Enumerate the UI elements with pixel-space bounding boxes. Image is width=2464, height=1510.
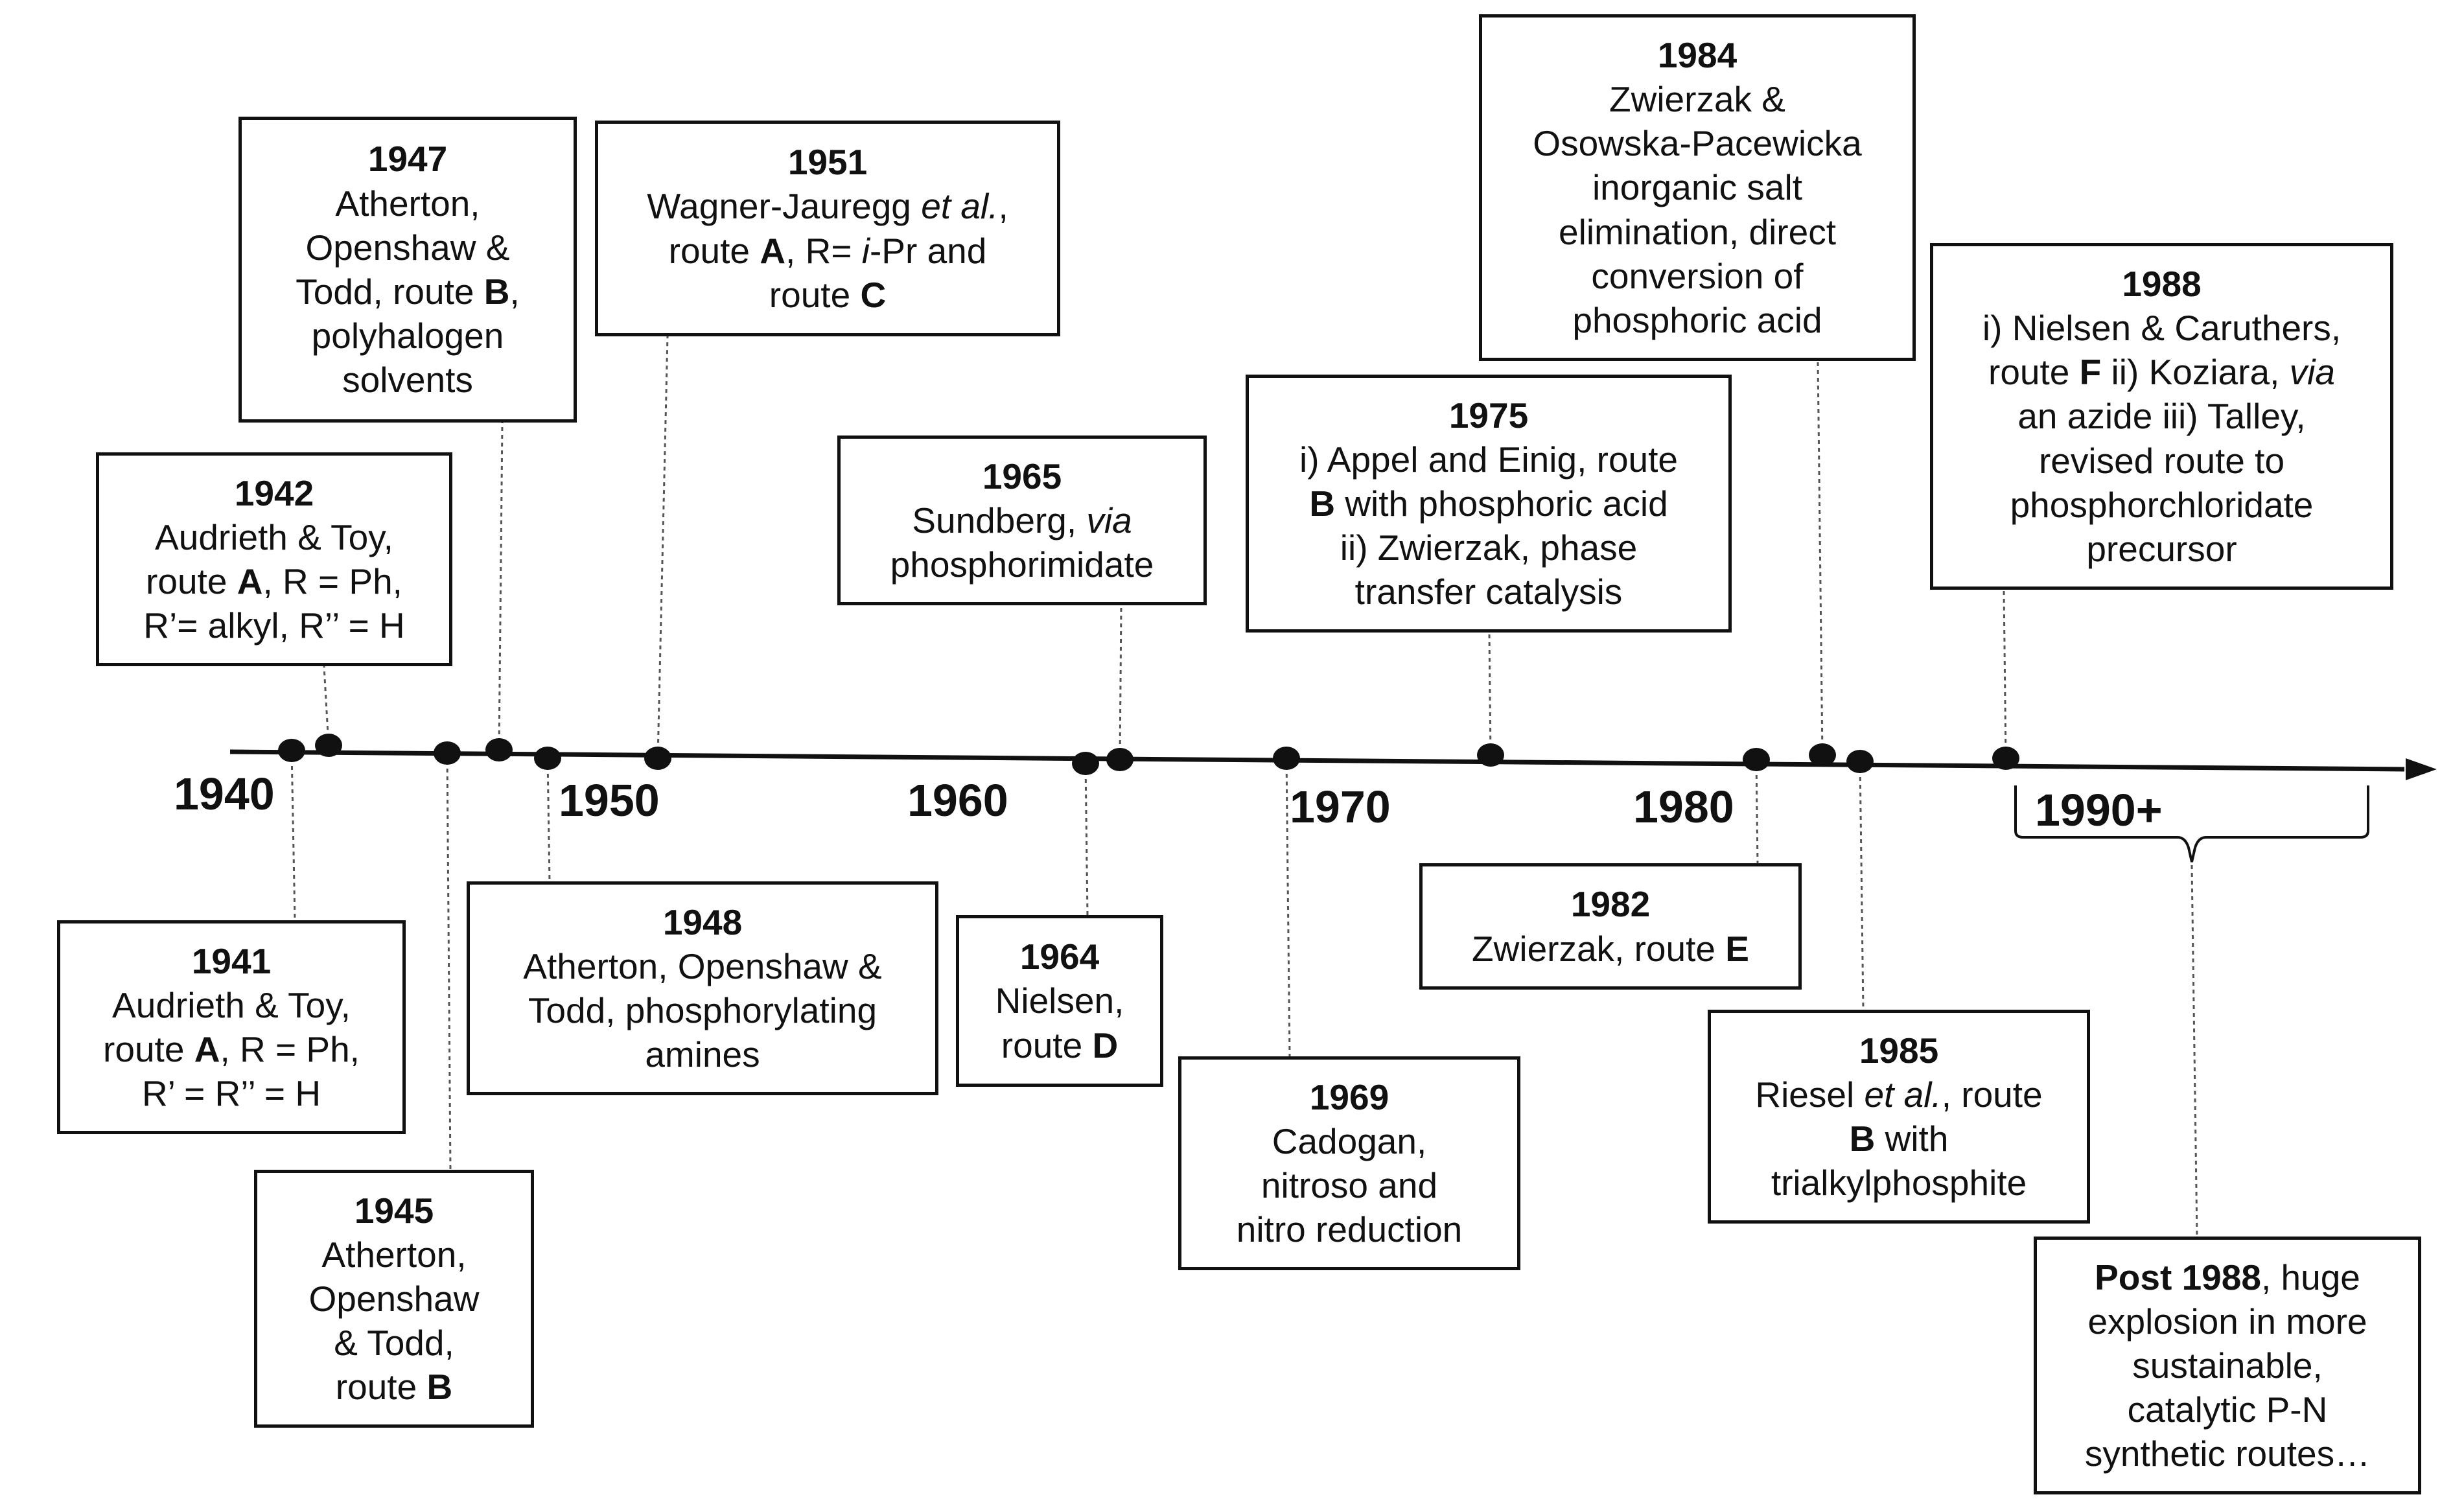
event-year: 1975 [1448,395,1529,436]
event-year: 1951 [787,142,868,183]
event-line: catalytic P-N [2127,1389,2328,1430]
event-line: nitro reduction [1236,1209,1463,1250]
event-line: inorganic salt [1592,167,1803,208]
event-box-1988 [1930,243,2393,590]
decade-label-1950: 1950 [559,775,660,826]
timeline-dot-1947 [485,738,513,761]
event-year: 1942 [234,472,314,513]
event-year: 1965 [982,456,1062,496]
event-year: 1985 [1859,1030,1939,1071]
connector-1948 [548,758,550,881]
event-year: 1945 [354,1190,434,1231]
decade-label-1940: 1940 [174,769,275,819]
event-line: Atherton, [321,1234,467,1275]
event-line: an azide iii) Talley, [2017,396,2306,437]
event-year: 1988 [2122,263,2202,304]
event-box-1942 [96,452,452,666]
event-line: Atherton, [335,183,480,224]
connector-1965 [1120,605,1121,760]
event-line: Openshaw [308,1278,480,1319]
event-line: elimination, direct [1559,211,1836,252]
connector-1945 [447,753,450,1170]
event-line: Post 1988, huge [2095,1257,2360,1297]
event-box-1975 [1246,375,1732,633]
event-line: Riesel et al., route [1755,1074,2043,1115]
event-line: Todd, phosphorylating [528,990,878,1030]
event-line: Sundberg, via [912,500,1132,540]
event-line: nitroso and [1261,1165,1438,1205]
connector-1941 [292,750,295,920]
timeline-dot-1969 [1273,747,1300,770]
event-line: phosphoric acid [1572,299,1822,340]
event-box-post-1988 [2034,1237,2421,1494]
decade-label-1990-plus: 1990+ [2035,785,2163,835]
event-line: explosion in more [2087,1301,2367,1342]
event-line: solvents [342,360,473,401]
event-line: route A, R = Ph, [146,561,402,601]
timeline-dot-1975 [1477,743,1504,767]
connector-1975 [1489,633,1491,755]
connector-1951 [658,336,668,758]
timeline-dot-1985 [1846,750,1874,773]
event-box-1941 [57,920,406,1134]
event-line: route D [1001,1025,1119,1065]
timeline-dot-1941 [278,739,305,762]
event-year: 1948 [662,901,743,942]
event-line: R’ = R’’ = H [141,1073,321,1114]
event-line: ii) Zwierzak, phase [1340,528,1638,568]
event-line: route B [335,1367,453,1408]
event-line: Wagner-Jauregg et al., [647,186,1008,227]
event-line: amines [645,1034,760,1075]
event-line: Todd, route B, [296,272,520,312]
connector-1982 [1756,760,1758,863]
event-line: route A, R= i-Pr and [668,230,987,271]
connector-1984 [1818,361,1822,755]
event-line: route A, R = Ph, [103,1029,360,1069]
connector-1985 [1860,761,1863,1010]
event-line: conversion of [1591,255,1804,296]
event-box-1947 [238,117,577,423]
event-year: 1941 [191,940,272,981]
event-line: Openshaw & [305,227,510,268]
event-line: precursor [2086,528,2237,569]
event-box-1964 [956,915,1163,1087]
timeline-dot-1945 [434,741,461,765]
event-line: phosphorimidate [890,544,1154,585]
event-line: Audrieth & Toy, [155,517,393,557]
event-line: R’= alkyl, R’’ = H [143,605,405,646]
decade-label-1970: 1970 [1290,782,1391,832]
decade-label-1980: 1980 [1633,782,1734,832]
event-line: route F ii) Koziara, via [1988,352,2335,393]
event-year: 1982 [1570,884,1651,925]
timeline-dot-1984 [1809,743,1836,767]
event-year: Post 1988 [2095,1257,2261,1297]
timeline-dot-1942 [315,734,342,757]
connector-1964 [1086,763,1087,915]
event-year: 1964 [1019,936,1100,977]
event-line: Atherton, Openshaw & [523,946,882,986]
event-line: route C [769,274,887,315]
event-line: Cadogan, [1272,1121,1427,1161]
event-box-1951 [595,121,1060,336]
timeline-dot-1965 [1106,748,1133,771]
event-year: 1969 [1309,1076,1389,1117]
timeline-dot-1988 [1992,747,2019,770]
timeline-dot-1951 [644,747,671,770]
timeline-dot-1982 [1743,748,1770,771]
event-box-1982 [1419,863,1802,990]
event-year: 1947 [367,139,448,180]
connector-1942 [324,666,329,745]
event-line: revised route to [2038,440,2285,481]
event-box-1985 [1708,1010,2090,1224]
event-line: transfer catalysis [1354,572,1623,612]
timeline-arrowhead [2406,758,2437,780]
event-box-1969 [1178,1056,1520,1270]
timeline-dot-1964 [1072,752,1099,775]
event-line: Zwierzak, route E [1472,928,1749,969]
timeline-dot-1948 [534,747,561,770]
event-line: Osowska-Pacewicka [1533,123,1862,164]
event-line: synthetic routes… [2084,1434,2371,1474]
event-year: 1984 [1657,34,1738,75]
event-line: Audrieth & Toy, [112,984,351,1025]
event-line: polyhalogen [311,316,504,356]
timeline-dots [278,734,2019,775]
event-box-1948 [467,881,938,1095]
event-line: sustainable, [2132,1345,2323,1386]
decade-label-1960: 1960 [907,775,1008,826]
event-box-1984 [1479,14,1916,361]
event-box-1965 [837,436,1207,605]
event-line: trialkylphosphite [1771,1163,2027,1203]
event-line: B with phosphoric acid [1309,483,1668,524]
event-line: Nielsen, [995,981,1124,1021]
event-line: phosphorchloridate [2010,484,2314,525]
event-line: B with [1849,1119,1949,1159]
event-line: & Todd, [334,1323,454,1364]
event-line: Zwierzak & [1609,79,1785,120]
event-box-1945 [254,1170,534,1428]
event-line: i) Appel and Einig, route [1299,439,1678,480]
connector-post-1988 [2192,865,2197,1237]
event-line: i) Nielsen & Caruthers, [1982,308,2342,349]
connector-1988 [2004,590,2006,758]
connector-1947 [499,423,502,750]
